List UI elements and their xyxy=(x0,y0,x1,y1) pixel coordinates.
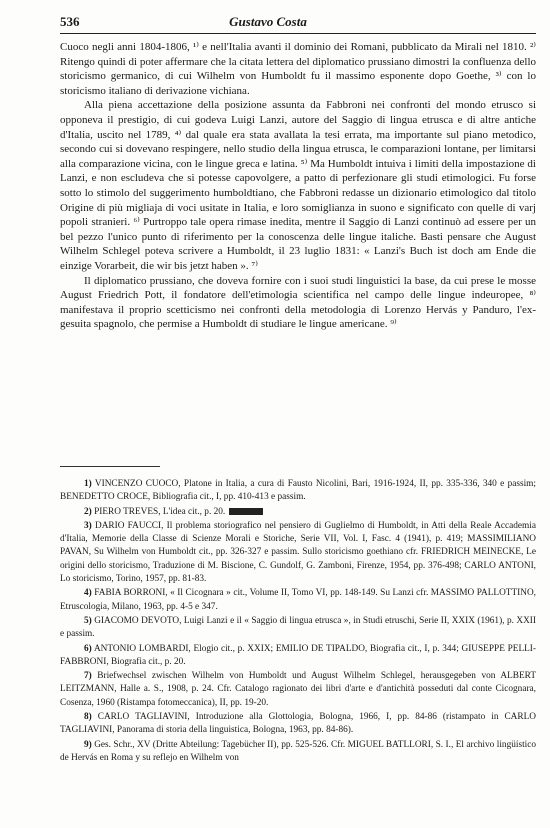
page-header xyxy=(60,14,536,30)
footnote xyxy=(60,520,536,586)
page-number: 536 xyxy=(60,14,80,29)
footnote-number: 1) xyxy=(84,479,92,489)
footnote-number: 8) xyxy=(84,712,92,723)
footnote-text: Ges. Schr., XV (Dritte Abteilung: Tagebücher II), pp. 525-526. Cfr. MIGUEL BATLLORI, S. I., El archivo lingüístico de Hervás en Roma y su reflejo en Wilhelm von xyxy=(60,739,537,763)
footnote-number: 5) xyxy=(84,615,92,626)
footnote-rule xyxy=(60,466,160,467)
footnote-text: FABIA BORRONI, « Il Cicognara » cit., Volume II, Tomo VI, pp. 148-149. Su Lanzi cfr. MASSIMO PALLOTTINO, Etruscologia, Milano, 1963, pp. 4-5 e 347. xyxy=(60,588,537,612)
footnote-text: ANTONIO LOMBARDI, Elogio cit., p. XXIX; EMILIO DE TIPALDO, Biografia cit., I, p. 344; GIUSEPPE PELLI-FABBRONI, Biografia cit., p. 20. xyxy=(60,643,536,667)
footnote xyxy=(60,739,536,766)
footnote-text: DARIO FAUCCI, Il problema storiografico nel pensiero di Guglielmo di Humboldt, in Atti della Reale Accademia d'Italia, Memorie della Classe di Scienze Morali e Storiche, Serie VII, Vol. I, Fasc. 4 (1941), p. 419; MASSIMILIANO PAVAN, Su Wilhelm von Humboldt cit., pp. 326-327 e passim. Sullo storicismo goethiano cfr. FRIEDRICH MEINECKE, Le origini dello storicismo, Traduzione di M. Biscione, C. Gundolf, G. Zamboni, Firenze, 1954, pp. 376-498; CARLO ANTONI, Lo storicismo, Torino, 1957, pp. 81-83. xyxy=(60,520,536,585)
paragraph: Alla piena accettazione della posizione assunta da Fabbroni nei confronti del mondo etrusco si opponeva il prestigio, di cui godeva Luigi Lanzi, autore del Saggio di lingua etrusca e di altre antiche d'Italia, uscito nel 1789, ⁴⁾ dal quale era stata avallata la tesi errata, ma importante sul piano metodico, secondo cui si dovevano respingere, nello studio della lingua etrusca, le comparazioni lontane, per limitarsi alla comparazione vicina, con le lingue greca e latina. ⁵⁾ Ma Humboldt intuiva i limiti della impostazione di Lanzi, e non escludeva che si potesse capovolgere, a patto di perfezionare gli studi etimologici. Fu forse sotto lo stimolo del suggerimento humboldtiano, che Fabbroni redasse un dizionario etimologico dal titolo Origine di più migliaja di voci usitate in Italia, e loro somiglianza in suono e significato con quelle di varj popoli stranieri. ⁶⁾ Purtroppo tale opera rimase inedita, mentre il Saggio di Lanzi continuò ad essere per un bel pezzo l'unico punto di riferimento per la conoscenza delle lingue italiche. Basti pensare che August Wilhelm Schlegel poteva scrivere a Humboldt, il 23 luglio 1831: « Lanzi's Buch ist doch am Ende die einzige Vorarbeit, die wir bis jetzt haben ». ⁷⁾ xyxy=(60,99,536,272)
footnote-number: 3) xyxy=(84,520,92,531)
footnote-number: 9) xyxy=(84,739,92,750)
footnote-text: PIERO TREVES, L'idea cit., p. 20. xyxy=(94,506,226,517)
running-title: Gustavo Costa xyxy=(229,14,307,29)
footnote xyxy=(60,478,536,505)
footnote-text: Briefwechsel zwischen Wilhelm von Humboldt und August Wilhelm Schlegel, herausgegeben von ALBERT LEITZMANN, Halle a. S., 1908, p. 24. Cfr. Catalogo ragionato dei libri d'arte e d'antichità posseduti dal conte Cicognara, Cosenza, 1960 (Ristampa fotomeccanica), II, pp. 19-20. xyxy=(60,671,536,708)
footnotes xyxy=(60,478,536,766)
footnote-number: 6) xyxy=(84,643,92,654)
footnote-text: GIACOMO DEVOTO, Luigi Lanzi e il « Saggio di lingua etrusca », in Studi etruschi, Serie II, XXIX (1961), p. XXII e passim. xyxy=(60,615,536,640)
footnote xyxy=(60,643,536,670)
footnote xyxy=(60,506,536,519)
footnote-number: 7) xyxy=(84,671,92,682)
footnote-number: 4) xyxy=(84,588,92,599)
footnote-text: CARLO TAGLIAVINI, Introduzione alla Glottologia, Bologna, 1966, I, pp. 84-86 (ristampato in CARLO TAGLIAVINI, Panorama di storia della linguistica, Bologna, 1963, pp. 84-86). xyxy=(60,712,536,736)
footnote-text: VINCENZO CUOCO, Platone in Italia, a cura di Fausto Nicolini, Bari, 1916-1924, II, pp. 335-336, 340 e passim; BENEDETTO CROCE, Bibliografia cit., I, pp. 410-413 e passim. xyxy=(60,479,536,503)
footnote xyxy=(60,615,536,642)
footnote xyxy=(60,670,536,710)
paragraph: Il diplomatico prussiano, che doveva fornire con i suoi studi linguistici la base, da cui prese le mosse August Friedrich Pott, il fondatore dell'etimologia scientifica nel campo delle lingue indeuropee, ⁸⁾ manifestava il proprio scetticismo nei confronti della metodologia di Lorenzo Hervás y Panduro, l'ex-gesuita spagnolo, che permise a Humboldt di studiare le lingue americane. ⁹⁾ xyxy=(60,274,536,331)
footnote xyxy=(60,587,536,614)
body-text xyxy=(60,40,536,332)
header-rule xyxy=(60,33,536,34)
paragraph: Cuoco negli anni 1804-1806, ¹⁾ e nell'Italia avanti il dominio dei Romani, pubblicato da Mirali nel 1810. ²⁾ Ritengo quindi di poter affermare che la citata lettera del diplomatico prussiano dimostri la confluenza dello storicismo germanico, di cui Wilhelm von Humboldt fu il massimo esponente dopo Goethe, ³⁾ con lo storicismo italiano di derivazione vichiana. xyxy=(60,41,536,97)
ink-smudge xyxy=(229,508,263,515)
footnote xyxy=(60,711,536,738)
footnote-number: 2) xyxy=(84,506,92,517)
